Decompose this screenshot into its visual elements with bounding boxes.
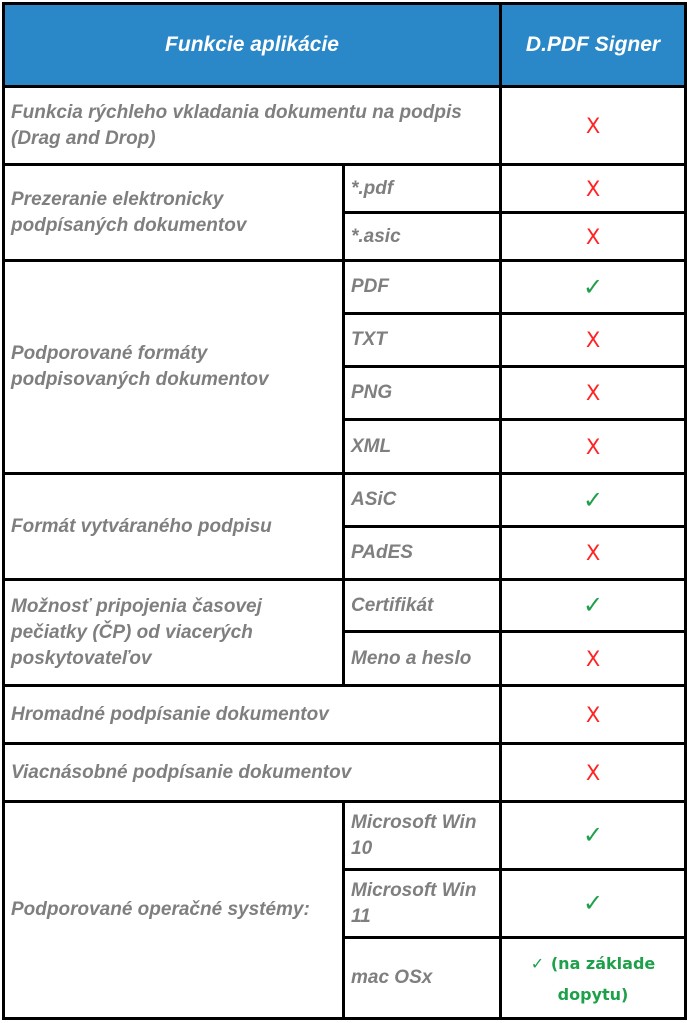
value-cell: [501, 165, 686, 213]
no-mark: X: [585, 760, 601, 785]
sub-label: ASiC: [344, 474, 501, 527]
product-column-header: D.PDF Signer: [501, 4, 686, 87]
value-cell: [501, 870, 686, 938]
value-cell: [501, 213, 686, 261]
header-row: [4, 4, 686, 87]
sub-label: PDF: [344, 261, 501, 314]
value-cell: [501, 420, 686, 474]
value-cell: [501, 632, 686, 686]
check-icon: ✓: [582, 485, 604, 514]
no-mark: X: [585, 224, 601, 249]
row-label: Podporované formáty podpisovaných dokumentov: [4, 261, 344, 474]
feature-column-header: Funkcie aplikácie: [4, 4, 501, 87]
sub-label: PNG: [344, 367, 501, 420]
row-label: Podporované operačné systémy:: [4, 802, 344, 1019]
value-cell: [501, 261, 686, 314]
feature-comparison-table: [2, 2, 687, 1020]
row-label: Prezeranie elektronicky podpísaných dokumentov: [4, 165, 344, 261]
value-cell: [501, 686, 686, 744]
no-mark: X: [585, 176, 601, 201]
sub-label: Certifikát: [344, 580, 501, 632]
table-row: [4, 802, 686, 870]
sub-label: Microsoft Win 10: [344, 802, 501, 870]
sub-label: mac OSx: [344, 938, 501, 1019]
no-mark: X: [585, 381, 601, 405]
no-mark: X: [585, 434, 601, 459]
row-label: Možnosť pripojenia časovej pečiatky (ČP) od viacerých poskytovateľov: [4, 580, 344, 686]
value-cell: [501, 87, 686, 165]
value-cell: [501, 580, 686, 632]
table-row: [4, 474, 686, 527]
check-icon: ✓: [530, 954, 545, 973]
mac-note: (na základe dopytu): [550, 954, 656, 1004]
value-cell: [501, 314, 686, 367]
table-row: [4, 165, 686, 213]
sub-label: *.pdf: [344, 165, 501, 213]
sub-label: *.asic: [344, 213, 501, 261]
no-mark: X: [585, 541, 601, 565]
row-label: Formát vytváraného podpisu: [4, 474, 344, 580]
value-cell: [501, 527, 686, 580]
value-cell: [501, 367, 686, 420]
row-label: Hromadné podpísanie dokumentov: [4, 686, 501, 744]
row-label: Funkcia rýchleho vkladania dokumentu na podpis (Drag and Drop): [4, 87, 501, 165]
sub-label: TXT: [344, 314, 501, 367]
table-row: [4, 87, 686, 165]
sub-label: Microsoft Win 11: [344, 870, 501, 938]
check-icon: ✓: [582, 889, 604, 917]
no-mark: X: [585, 328, 601, 352]
no-mark: X: [585, 702, 601, 727]
table-row: [4, 580, 686, 632]
sub-label: XML: [344, 420, 501, 474]
table-row: [4, 261, 686, 314]
table-row: [4, 686, 686, 744]
value-cell: [501, 802, 686, 870]
no-mark: X: [585, 113, 601, 138]
table-row: [4, 744, 686, 802]
value-cell: [501, 474, 686, 527]
value-cell: [501, 744, 686, 802]
value-cell: [501, 938, 686, 1019]
row-label: Viacnásobné podpísanie dokumentov: [4, 744, 501, 802]
check-icon: ✓: [582, 821, 604, 849]
sub-label: Meno a heslo: [344, 632, 501, 686]
check-icon: ✓: [582, 591, 604, 619]
no-mark: X: [585, 646, 601, 671]
sub-label: PAdES: [344, 527, 501, 580]
check-icon: ✓: [582, 272, 604, 301]
